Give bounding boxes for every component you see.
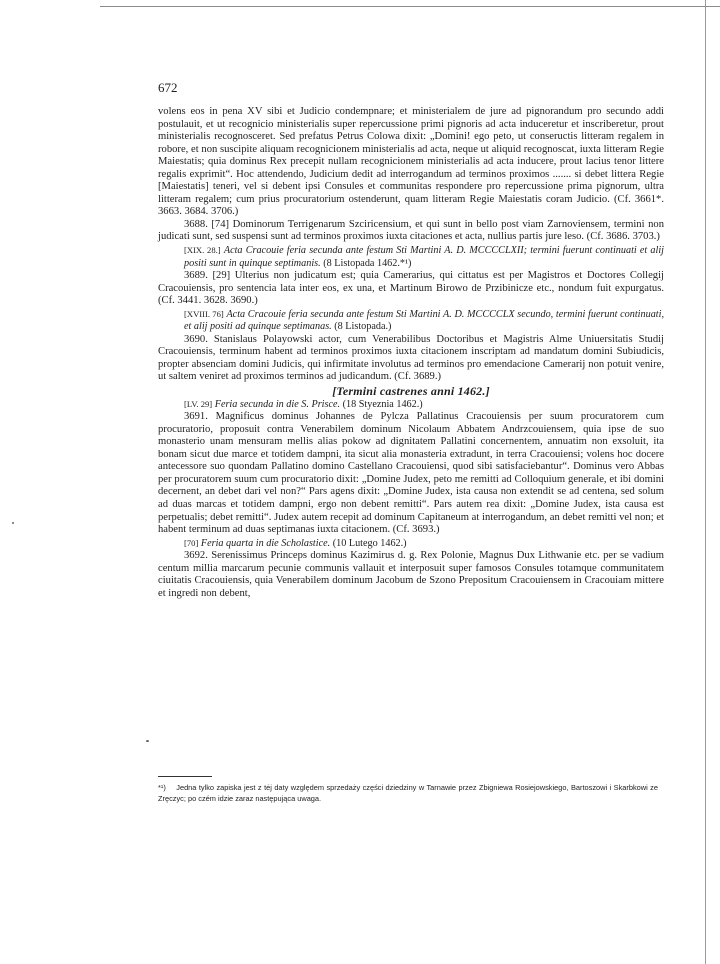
session-header <box>158 308 664 334</box>
scan-edge-top <box>100 6 720 7</box>
entry-paragraph: 3688. [74] Dominorum Terrigenarum Szciricensium, et qui sunt in bello post viam Zarnoviensem, termini non judicati sunt, sed suspensi sunt ad terminos proximos iuxta citaciones et acta, nullius partis jure leso. (Cf. 3686. 3703.) <box>158 218 664 243</box>
entry-paragraph: 3691. Magnificus dominus Johannes de Pylcza Pallatinus Cracouiensis per suum procuratorem cum procuratorio, proposuit contra Venerabilem dominum Nicolaum Abbatem Andrzcouiensem, quia ipse de suo monasterio unam mensuram mellis alias pokow ad dignitatem Pallatini concernentem, annuatim non exsoluit, ita bonam sicut due marce et totidem dampni, ita sicut alia monasteria extradunt, in terra Cracouiensi; volens hoc docere antecessore suo quondam Pallatino domino Castellano Cracouiensi, quod sibi satisfaciebantur“. Dominus vero Abbas per procuratorem suum cum procuratorio dixit: „Domine Judex, peto me remitti ad Colloquium generale, et ibi domini decernent, an debet dari vel non?“ Pars agens dixit: „Domine Judex, ista causa non extendit se ad centena, sed solum ad duas marcas et totidem dampni, ergo non debent remitti“. Pars autem rea dixit: „Domine Judex, ista causa est perpetualis; debet remitti“. Judex autem recepit ad dominum Capitaneum at interrogandum, an debet remitti vel non; et habent terminum ad duas septimanas iuxta citacionem. (Cf. 3693.) <box>158 411 664 536</box>
session-title: Feria quarta in die Scholastice. <box>200 537 331 549</box>
session-title: Feria secunda in die S. Prisce. <box>214 398 341 410</box>
entry-paragraph: 3689. [29] Ulterius non judicatum est; quia Camerarius, qui cittatus est per Magistros et Doctores Collegij Cracouiensis, pro sentencia lata inter eos, ex una, et Martinum Birowo de Przibinicze etc., nondum fuit expurgatus. (Cf. 3441. 3628. 3690.) <box>158 270 664 307</box>
page-body <box>158 106 664 600</box>
source-reference: [XIX. 28.] <box>184 245 221 256</box>
entry-paragraph: 3690. Stanislaus Polayowski actor, cum Venerabilibus Doctoribus et Magistris Alme Uniuersitatis Studij Cracouiensis, terminum habent ad terminos proximos iuxta citacionem inscriptam ad mandatum domini Subiudicis, propter absenciam domini Judicis, qui infirmitate involutus ad terminos pro emendacione Camerarij non potuit venire, ut saltem veniret ad proximos terminos ad judicandum. (Cf. 3689.) <box>158 333 664 383</box>
session-date: (8 Listopada 1462.*¹) <box>320 257 412 269</box>
entry-paragraph: 3692. Serenissimus Princeps dominus Kazimirus d. g. Rex Polonie, Magnus Dux Lithwanie etc. per se vadium centum millia marcarum pecunie communis vallauit et interposuit super famosos Consules totamque communitatem ciuitatis Cracouiensis, quia Venerabilem dominum Jacobum de Szono Prepositum Cracouiensem in Cracouiam mittere et ingredi non debent, <box>158 550 664 599</box>
session-header <box>158 244 664 270</box>
footnote-text: Jedna tylko zapiska jest z tėj daty względem sprzedaży części dziedziny w Tarnawie przez Zbigniewa Rosiejowskiego, Bartoszowi i Skarbkowi ze Zręczyc; po czém idzie zaraz następująca uwaga. <box>158 783 658 803</box>
session-date: (10 Lutego 1462.) <box>330 537 407 549</box>
session-header <box>158 537 664 551</box>
scan-speck <box>12 522 14 524</box>
section-heading <box>158 385 664 398</box>
session-title: Acta Cracouie feria secunda ante festum Sti Martini A. D. MCCCCLX secundo, termini fuerunt continuati, et alij positi ad quinque septimanas. <box>184 308 664 333</box>
session-date: (8 Listopada.) <box>331 321 392 333</box>
scan-edge-right <box>705 0 706 964</box>
source-reference: [XVIII. 76] <box>184 308 224 319</box>
section-heading-text: [Termini castrenes anni 1462.] <box>332 384 490 399</box>
session-title: Acta Cracouie feria secunda ante festum Sti Martini A. D. MCCCCLXII; termini fuerunt continuati et alij positi sunt in quinque septimanis. <box>184 245 665 269</box>
session-date: (18 Styeznia 1462.) <box>340 398 423 410</box>
session-header <box>158 398 664 412</box>
page-number: 672 <box>158 80 178 95</box>
footnote-marker: *¹) <box>158 783 166 792</box>
source-reference: [LV. 29] <box>184 398 213 409</box>
footnote-rule <box>158 776 212 777</box>
entry-paragraph: volens eos in pena XV sibi et Judicio condempnare; et ministerialem de jure ad pignorandum pro secundo addi postulauit, et ut recognicio ministerialis super repercussione primi pignoris ad acta induceretur et inscriberetur, prout ministerialis recognosceret. Sed prefatus Petrus Colowa dixit: „Domini! ego peto, ut conseructis litteram regalem in robore, et non suscipite aliquam recognicionem ministerialis ad acta, neque ut aliquid recognoscat, iuxta litteram Regie Maiestatis; quia dominus Rex precepit nullam recognicionem ministerialis ad acta inducere, prout lacius tenor littere regalis exprimit“. Hoc attendendo, Judicium dedit ad interrogandum ad terminos proximos ....... si debet littera Regie [Maiestatis] teneri, vel si debent ipsi Consules et communitas respondere pro repercussione prima pignorum, ultra litteram regalem; cum prius procuratorium ostenderunt, quam litteram Regie Maiestatis coram Judicio. (Cf. 3661*. 3663. 3684. 3706.) <box>158 106 664 218</box>
scan-speck <box>146 740 149 742</box>
footnote <box>158 782 658 804</box>
source-reference: [70] <box>184 537 199 548</box>
